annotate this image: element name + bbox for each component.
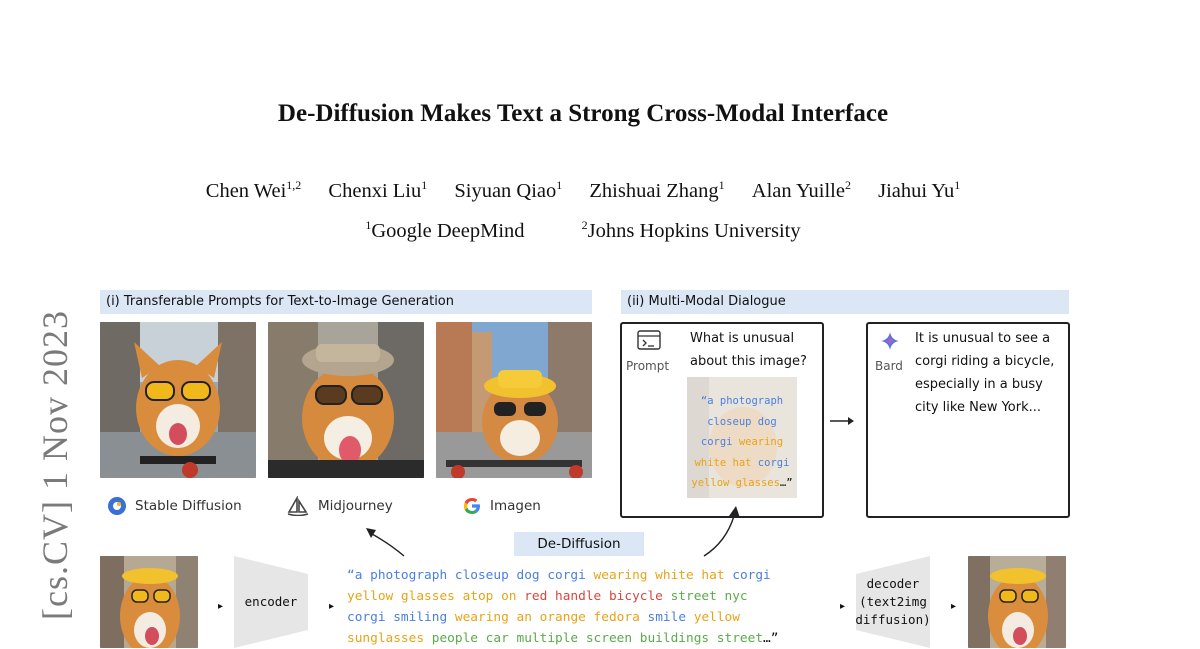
google-g-icon <box>462 496 482 516</box>
affiliation: $^1$Google DeepMind <box>365 218 525 242</box>
input-corgi-image <box>100 556 198 648</box>
affiliation: $^2$Johns Hopkins University <box>581 218 801 242</box>
pipeline-arrow-icon: ▸ <box>840 601 846 612</box>
terminal-prompt-icon <box>637 330 663 352</box>
affiliations <box>0 218 1166 243</box>
prompt-label: Prompt <box>626 359 670 373</box>
curved-arrow-to-midjourney-icon <box>360 510 420 560</box>
stable-diffusion-logo-icon <box>107 496 127 516</box>
author: Chenxi Liu$^1$ <box>328 178 428 202</box>
encoder-block <box>234 556 308 648</box>
midjourney-label: Midjourney <box>286 496 393 516</box>
prompt-caption: “a photograph closeup dog corgi wearing white hat corgi yellow glasses…” <box>691 395 793 489</box>
pipeline-arrow-icon: ▸ <box>951 601 957 612</box>
midjourney-sailboat-icon <box>286 496 310 516</box>
de-diffusion-caption: “a photograph closeup dog corgi wearing white hat corgi yellow glasses atop on red handle bicycle street nyc corgi smiling wearing an orange fedora smile yellow sunglasses people car multiple screen buildings street…” <box>347 568 779 646</box>
pipeline-arrow-icon: ▸ <box>329 601 335 612</box>
author: Zhishuai Zhang$^1$ <box>589 178 725 202</box>
bard-label: Bard <box>875 359 903 373</box>
de-diffusion-label: De-Diffusion <box>514 532 644 556</box>
encoder-label: encoder <box>244 594 298 609</box>
stable-diffusion-label: Stable Diffusion <box>107 496 242 516</box>
author: Siyuan Qiao$^1$ <box>454 178 563 202</box>
midjourney-corgi-image <box>268 322 424 478</box>
arrow-right-icon <box>828 414 858 428</box>
pipeline-arrow-icon: ▸ <box>218 601 224 612</box>
author: Alan Yuille$^2$ <box>751 178 851 202</box>
prompt-image-thumbnail <box>687 377 797 498</box>
imagen-label: Imagen <box>462 496 541 516</box>
arxiv-stamp: [cs.CV] 1 Nov 2023 <box>35 310 75 620</box>
section-transferable-prompts-header: (i) Transferable Prompts for Text-to-Image Generation <box>100 290 592 314</box>
curved-arrow-to-prompt-icon <box>698 502 748 560</box>
paper-title: De-Diffusion Makes Text a Strong Cross-Modal Interface <box>277 100 889 127</box>
bard-answer: It is unusual to see a corgi riding a bicycle, especially in a busy city like New York... <box>915 331 1055 415</box>
author-list <box>0 178 1166 203</box>
stable-diffusion-corgi-image <box>100 322 256 478</box>
decoder-block <box>856 556 930 648</box>
section-multimodal-dialogue-header: (ii) Multi-Modal Dialogue <box>621 290 1069 314</box>
author: Jiahui Yu$^1$ <box>878 178 961 202</box>
imagen-corgi-image <box>436 322 592 478</box>
user-question: What is unusual about this image? <box>690 331 807 369</box>
reconstructed-corgi-image <box>968 556 1066 648</box>
decoder-label: decoder (text2img diffusion) <box>855 576 931 627</box>
bard-sparkle-icon <box>880 331 900 351</box>
author: Chen Wei$^{1,2}$ <box>205 178 302 202</box>
